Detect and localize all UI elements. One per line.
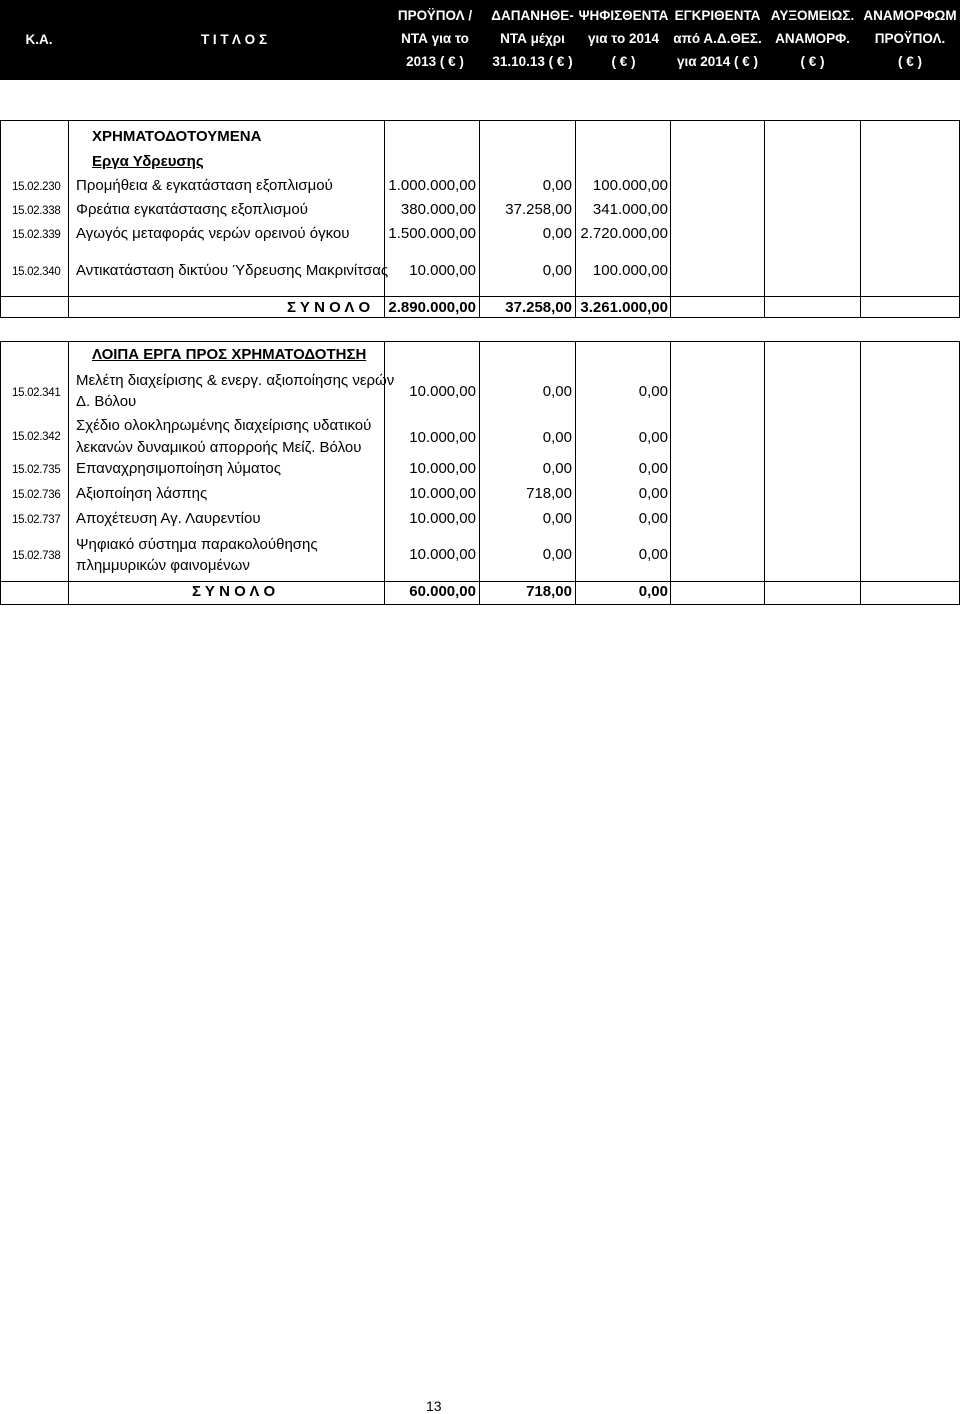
row-value: 1.500.000,00 <box>388 225 476 242</box>
row-value: 0,00 <box>638 429 668 446</box>
row-code: 15.02.342 <box>12 431 61 443</box>
total-value: 60.000,00 <box>409 583 476 600</box>
row-value: 10.000,00 <box>409 546 476 563</box>
row-value: 37.258,00 <box>505 201 572 218</box>
row-value: 0,00 <box>638 510 668 527</box>
row-value: 0,00 <box>542 225 572 242</box>
row-value: 0,00 <box>542 262 572 279</box>
row-value: 100.000,00 <box>592 262 668 279</box>
row-code: 15.02.230 <box>12 181 61 193</box>
total-value: 718,00 <box>526 583 572 600</box>
row-title: Μελέτη διαχείρισης & ενεργ. αξιοποίησης νερών <box>76 372 395 389</box>
section-title: ΛΟΙΠΑ ΕΡΓΑ ΠΡΟΣ ΧΡΗΜΑΤΟΔΟΤΗΣΗ <box>92 346 367 363</box>
total-value: 2.890.000,00 <box>388 299 476 316</box>
divider <box>479 120 480 318</box>
row-value: 718,00 <box>526 485 572 502</box>
header-adjustments: ΑΥΞΟΜΕΙΩΣ. ΑΝΑΜΟΡΦ. ( € ) <box>770 8 855 69</box>
row-value: 1.000.000,00 <box>388 177 476 194</box>
row-value: 10.000,00 <box>409 262 476 279</box>
total-value: 3.261.000,00 <box>580 299 668 316</box>
row-value: 0,00 <box>542 429 572 446</box>
row-value: 0,00 <box>638 383 668 400</box>
row-value: 0,00 <box>542 546 572 563</box>
row-title: Αγωγός μεταφοράς νερών ορεινού όγκου <box>76 225 350 242</box>
table-header <box>0 0 960 80</box>
section-title: ΧΡΗΜΑΤΟΔΟΤΟΥΜΕΝΑ <box>92 128 262 145</box>
divider <box>670 341 671 605</box>
divider <box>860 341 861 605</box>
header-ka: Κ.Α. <box>25 32 53 47</box>
row-code: 15.02.341 <box>12 387 61 399</box>
divider <box>764 341 765 605</box>
divider <box>0 581 960 582</box>
row-code: 15.02.339 <box>12 229 61 241</box>
row-title: πλημμυρικών φαινομένων <box>76 557 250 574</box>
divider <box>575 120 576 318</box>
row-value: 10.000,00 <box>409 485 476 502</box>
divider <box>68 120 69 318</box>
row-value: 10.000,00 <box>409 510 476 527</box>
row-value: 0,00 <box>638 485 668 502</box>
row-title: Αξιοποίηση λάσπης <box>76 485 208 502</box>
row-value: 380.000,00 <box>400 201 476 218</box>
row-code: 15.02.737 <box>12 514 61 526</box>
row-code: 15.02.340 <box>12 266 61 278</box>
divider <box>384 120 385 318</box>
row-value: 2.720.000,00 <box>580 225 668 242</box>
row-value: 0,00 <box>542 383 572 400</box>
row-title: Αντικατάσταση δικτύου Ύδρευσης Μακρινίτσας <box>76 262 389 279</box>
row-value: 10.000,00 <box>409 383 476 400</box>
row-title: Ψηφιακό σύστημα παρακολούθησης <box>76 536 318 553</box>
section-subtitle: Εργα Υδρευσης <box>92 153 204 170</box>
row-value: 100.000,00 <box>592 177 668 194</box>
row-title: Σχέδιο ολοκληρωμένης διαχείρισης υδατικού <box>76 417 372 434</box>
divider <box>860 120 861 318</box>
divider <box>670 120 671 318</box>
divider <box>0 296 960 297</box>
divider <box>68 341 69 605</box>
row-code: 15.02.738 <box>12 550 61 562</box>
header-approved-2014: ΕΓΚΡΙΘΕΝΤΑ από Α.Δ.ΘΕΣ. για 2014 ( € ) <box>673 8 762 69</box>
row-title: Αποχέτευση Αγ. Λαυρεντίου <box>76 510 261 527</box>
row-code: 15.02.735 <box>12 464 61 476</box>
row-value: 0,00 <box>542 510 572 527</box>
row-value: 0,00 <box>542 460 572 477</box>
row-title: Δ. Βόλου <box>76 393 137 410</box>
header-revised-budget: ΑΝΑΜΟΡΦΩΜ ΠΡΟΫΠΟΛ. ( € ) <box>863 8 957 69</box>
page-number: 13 <box>426 1398 442 1414</box>
row-value: 10.000,00 <box>409 460 476 477</box>
row-code: 15.02.736 <box>12 489 61 501</box>
header-titlos: Τ Ι Τ Λ Ο Σ <box>200 32 268 47</box>
row-value: 0,00 <box>542 177 572 194</box>
header-voted-2014: ΨΗΦΙΣΘΕΝΤΑ για το 2014 ( € ) <box>578 8 669 69</box>
divider <box>764 120 765 318</box>
header-budget-2013: ΠΡΟΫΠΟΛ / ΝΤΑ για το 2013 ( € ) <box>397 8 473 69</box>
row-code: 15.02.338 <box>12 205 61 217</box>
total-value: 37.258,00 <box>505 299 572 316</box>
row-title: Φρεάτια εγκατάστασης εξοπλισμού <box>76 201 308 218</box>
row-title: Προμήθεια & εγκατάσταση εξοπλισμού <box>76 177 333 194</box>
row-title: Επαναχρησιμοποίηση λύματος <box>76 460 281 477</box>
row-value: 0,00 <box>638 460 668 477</box>
total-value: 0,00 <box>638 583 668 600</box>
total-label: Σ Υ Ν Ο Λ Ο <box>287 299 371 316</box>
total-label: Σ Υ Ν Ο Λ Ο <box>192 583 276 600</box>
section-funded-box <box>0 120 960 318</box>
row-value: 341.000,00 <box>592 201 668 218</box>
header-spent: ΔΑΠΑΝΗΘΕ- ΝΤΑ μέχρι 31.10.13 ( € ) <box>491 8 574 69</box>
row-value: 10.000,00 <box>409 429 476 446</box>
row-title: λεκανών δυναμικού απορροής Μείζ. Βόλου <box>76 439 362 456</box>
row-value: 0,00 <box>638 546 668 563</box>
